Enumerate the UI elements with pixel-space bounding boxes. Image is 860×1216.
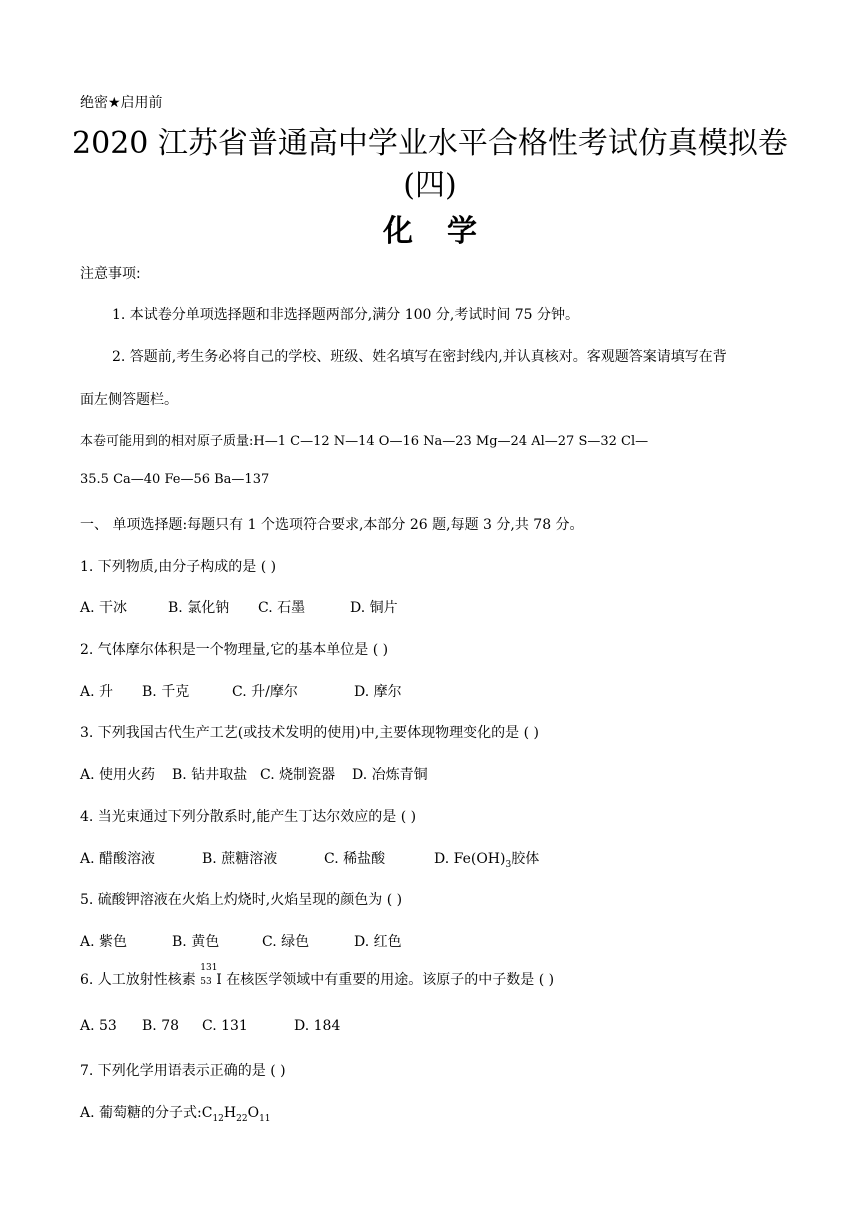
question-options (80, 597, 398, 617)
question-stem: 3. 下列我国古代生产工艺(或技术发明的使用)中,主要体现物理变化的是 ( ) (80, 725, 540, 741)
atomic-mass-line1: 本卷可能用到的相对原子质量:H—1 C—12 N—14 O—16 Na—23 Mg—24 Al—27 S—32 Cl— (80, 434, 649, 449)
question-options (80, 848, 539, 870)
option-b: B. 千克 (142, 684, 190, 700)
option-a (80, 1102, 271, 1124)
option-a: A. 干冰 (80, 600, 128, 616)
nuclide-symbol (200, 963, 218, 987)
element-symbol: I (216, 972, 222, 988)
option-b: B. 78 (142, 1018, 180, 1034)
atomic-mass-line2: 35.5 Ca—40 Fe—56 Ba—137 (80, 472, 270, 487)
question-options (80, 764, 428, 784)
question-options (80, 931, 402, 951)
option-b: B. 钻井取盐 (172, 767, 248, 783)
option-a-text: A. 葡萄糖的分子式:C (80, 1105, 213, 1121)
question-options (80, 1102, 271, 1124)
formula-element: H (223, 1105, 237, 1121)
question-stem: 5. 硫酸钾溶液在火焰上灼烧时,火焰呈现的颜色为 ( ) (80, 892, 403, 908)
option-c: C. 升/摩尔 (232, 684, 298, 700)
option-c: C. 石墨 (258, 600, 306, 616)
option-d: D. 摩尔 (354, 684, 402, 700)
note-item-2-line2: 面左侧答题栏。 (80, 392, 178, 408)
question-options (80, 1018, 340, 1034)
option-a: A. 升 (80, 684, 114, 700)
option-c: C. 131 (202, 1018, 248, 1034)
formula-subscript: 22 (236, 1113, 248, 1124)
subject-title: 化学 (383, 214, 511, 249)
exam-title-line2: (四) (403, 168, 457, 203)
option-a: A. 53 (80, 1018, 117, 1034)
formula-subscript: 11 (259, 1113, 271, 1124)
option-d: D. 红色 (354, 934, 402, 950)
question-stem: 1. 下列物质,由分子构成的是 ( ) (80, 559, 277, 575)
question-stem: 7. 下列化学用语表示正确的是 ( ) (80, 1063, 286, 1079)
formula-subscript: 12 (212, 1113, 224, 1124)
question-stem-suffix: 在核医学领域中有重要的用途。该原子的中子数是 ( ) (221, 972, 555, 988)
option-c: C. 烧制瓷器 (260, 767, 336, 783)
exam-title-line1: 2020 江苏省普通高中学业水平合格性考试仿真模拟卷 (72, 126, 788, 161)
question-stem (80, 963, 555, 989)
option-d: D. 184 (294, 1018, 341, 1034)
note-item-1: 1. 本试卷分单项选择题和非选择题两部分,满分 100 分,考试时间 75 分钟。 (112, 307, 580, 323)
option-d: D. 铜片 (350, 600, 398, 616)
option-d-formula: D. Fe(OH) (434, 851, 506, 867)
secret-label: 绝密★启用前 (80, 95, 163, 111)
section1-heading: 一、 单项选择题:每题只有 1 个选项符合要求,本部分 26 题,每题 3 分,共 78 分。 (80, 517, 584, 533)
question-stem: 4. 当光束通过下列分散系时,能产生丁达尔效应的是 ( ) (80, 809, 417, 825)
note-item-2-line1: 2. 答题前,考生务必将自己的学校、班级、姓名填写在密封线内,并认真核对。客观题答案请填写在背 (112, 349, 727, 365)
option-d: D. 冶炼青铜 (352, 767, 428, 783)
option-c: C. 稀盐酸 (324, 851, 386, 867)
option-d-suffix: 胶体 (511, 851, 540, 867)
question-stem: 2. 气体摩尔体积是一个物理量,它的基本单位是 ( ) (80, 642, 389, 658)
option-a: A. 使用火药 (80, 767, 156, 783)
question-stem-prefix: 6. 人工放射性核素 (80, 972, 196, 988)
option-d (434, 848, 539, 870)
option-b: B. 黄色 (172, 934, 220, 950)
atomic-number: 53 (200, 977, 212, 987)
option-a: A. 紫色 (80, 934, 128, 950)
option-b: B. 蔗糖溶液 (202, 851, 278, 867)
option-d-subscript: 3 (505, 859, 512, 870)
mass-number: 131 (200, 963, 218, 973)
option-b: B. 氯化钠 (168, 600, 230, 616)
formula-element: O (247, 1105, 260, 1121)
option-c: C. 绿色 (262, 934, 310, 950)
question-options (80, 681, 402, 701)
notes-heading: 注意事项: (80, 266, 141, 282)
option-a: A. 醋酸溶液 (80, 851, 156, 867)
